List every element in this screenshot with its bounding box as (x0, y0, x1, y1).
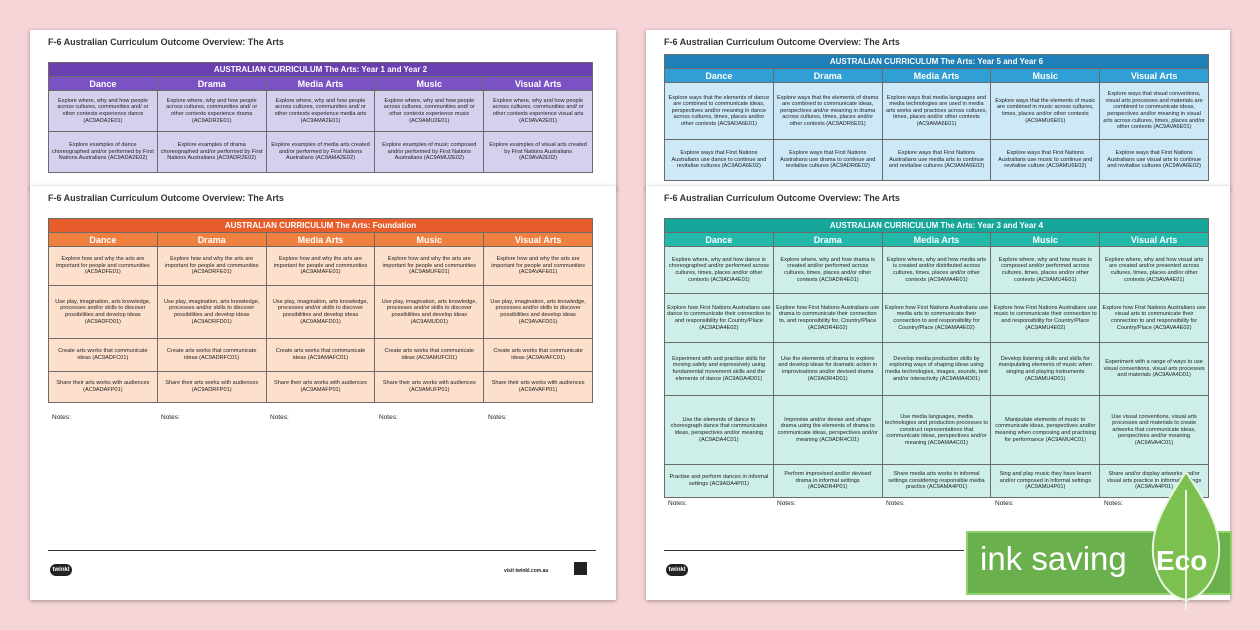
outcome-cell: Explore where, why and how visual arts are created and/or presented across cultures, times, places and/or other contexts (AC9AVA4E01) (1100, 247, 1209, 294)
outcome-cell: Share media arts works in informal settings considering responsible media practice (AC9AMA4P01) (882, 465, 991, 498)
outcome-cell: Share their arts works with audiences (AC9AMAFP01) (266, 372, 375, 403)
table-row (665, 294, 1209, 343)
curriculum-table-year5-6 (664, 54, 1209, 181)
outcome-cell: Experiment with and practise skills for moving safely and expressively using fundamental movement skills and the elements of dance (AC9ADA4D01) (665, 343, 774, 396)
outcome-cell: Explore how and why the arts are important for people and communities (AC9AMAFE01) (266, 247, 375, 286)
outcome-cell: Share their arts works with audiences (AC9ADAFP01) (49, 372, 158, 403)
outcome-cell: Explore how First Nations Australians use dance to communicate their connection to and responsibility for Country/Place (AC9ADA4E02) (665, 294, 774, 343)
outcome-cell: Explore ways that the elements of drama are combined to communicate ideas, perspectives and/or meaning in drama across cultures, times, places and/or other contexts (AC9ADR6E01) (773, 83, 882, 140)
outcome-cell: Use play, imagination, arts knowledge, processes and/or skills to discover possibilities and develop ideas (AC9ADRFD01) (157, 286, 266, 339)
outcome-cell: Explore how and why the arts are important for people and communities (AC9AMUFE01) (375, 247, 484, 286)
column-header: Dance (49, 233, 158, 247)
table-row (49, 132, 593, 173)
table-banner: AUSTRALIAN CURRICULUM The Arts: Year 1 and Year 2 (49, 63, 593, 77)
outcome-cell: Use play, imagination, arts knowledge, processes and/or skills to discover possibilities and develop ideas (AC9ADFD01) (49, 286, 158, 339)
column-header: Dance (49, 77, 158, 91)
notes-label: Notes: (488, 414, 507, 421)
table-row (665, 396, 1209, 465)
outcome-cell: Use media languages, media technologies and production processes to construct representations that communicate ideas, perspectives and/or meaning (AC9AMA4C01) (882, 396, 991, 465)
footer-divider (664, 550, 964, 551)
worksheet-year5-6 (646, 30, 1230, 190)
column-header: Visual Arts (1100, 69, 1209, 83)
column-header: Music (991, 233, 1100, 247)
table-row (49, 339, 593, 372)
column-header: Dance (665, 69, 774, 83)
outcome-cell: Create arts works that communicate ideas (AC9AMAFC01) (266, 339, 375, 372)
outcome-cell: Use the elements of dance to choreograph dance that communicates ideas, perspectives and/or meaning (AC9ADA4C01) (665, 396, 774, 465)
outcome-cell: Use play, imagination, arts knowledge, processes and/or skills to discover possibilities and develop ideas (AC9AMUD01) (375, 286, 484, 339)
outcome-cell: Create arts works that communicate ideas (AC9AVAFC01) (484, 339, 593, 372)
outcome-cell: Explore ways that First Nations Australians use dance to continue and revitalise cultures (AC9ADA6E02) (665, 140, 774, 181)
column-header: Visual Arts (484, 77, 593, 91)
curriculum-table-year3-4 (664, 218, 1209, 498)
outcome-cell: Explore ways that the elements of dance are combined to communicate ideas, perspectives and/or meaning in dance across cultures, times, places and/or other contexts (AC9ADA6E01) (665, 83, 774, 140)
notes-label: Notes: (270, 414, 289, 421)
outcome-cell: Share their arts works with audiences (AC9AVAFP01) (484, 372, 593, 403)
notes-label: Notes: (1104, 500, 1123, 507)
table-row (665, 83, 1209, 140)
column-header: Visual Arts (484, 233, 593, 247)
outcome-cell: Improvise and/or devise and shape drama using the elements of drama to communicate ideas, perspectives and/or meaning (AC9ADR4C01) (773, 396, 882, 465)
table-row (49, 91, 593, 132)
sheet-title: F-6 Australian Curriculum Outcome Overview: The Arts (664, 37, 900, 47)
table-banner: AUSTRALIAN CURRICULUM The Arts: Foundation (49, 219, 593, 233)
outcome-cell: Explore ways that media languages and media technologies are used in media arts works and practices across cultures, times, places and/or other contexts (AC9AMA6E01) (882, 83, 991, 140)
outcome-cell: Explore ways that First Nations Australians use music to continue and revitalise culture (AC9AMU6E02) (991, 140, 1100, 181)
outcome-cell: Create arts works that communicate ideas (AC9ADRFC01) (157, 339, 266, 372)
column-header: Drama (157, 77, 266, 91)
outcome-cell: Explore where, why and how drama is created and/or performed across cultures, times, places and/or other contexts (AC9ADR4E01) (773, 247, 882, 294)
sheet-title: F-6 Australian Curriculum Outcome Overview: The Arts (48, 193, 284, 203)
outcome-cell: Explore how and why the arts are important for people and communities (AC9ADFE01) (49, 247, 158, 286)
outcome-cell: Explore examples of visual arts created by First Nations Australians (AC9AVA2E02) (484, 132, 593, 173)
column-header: Media Arts (266, 77, 375, 91)
outcome-cell: Explore ways that First Nations Australians use media arts to continue and revitalise cultures (AC9AMA6E02) (882, 140, 991, 181)
column-header: Music (375, 233, 484, 247)
outcome-cell: Explore ways that visual conventions, visual arts processes and materials are combined to communicate ideas, perspectives and/or meaning in visual arts across cultures, times, places and/or other contexts (AC9AVA6E01) (1100, 83, 1209, 140)
curriculum-table-year1-2 (48, 62, 593, 173)
notes-row (52, 414, 597, 424)
column-header: Media Arts (266, 233, 375, 247)
column-header: Dance (665, 233, 774, 247)
worksheet-foundation (30, 186, 616, 600)
outcome-cell: Explore how First Nations Australians use drama to communicate their connection to, and responsibility for, Country/Place (AC9ADR4E02) (773, 294, 882, 343)
column-header: Music (991, 69, 1100, 83)
outcome-cell: Develop media production skills by exploring ways of shaping ideas using media technologies, images, sounds, text and/or interactivity (AC9AMA4D01) (882, 343, 991, 396)
notes-row (668, 500, 1213, 510)
notes-label: Notes: (668, 500, 687, 507)
notes-label: Notes: (777, 500, 796, 507)
outcome-cell: Use play, imagination, arts knowledge, processes and/or skills to discover possibilities and develop ideas (AC9AMAFD01) (266, 286, 375, 339)
outcome-cell: Share and/or display artworks and/or visual arts practice in informal settings (AC9AVA4P01) (1100, 465, 1209, 498)
column-header: Visual Arts (1100, 233, 1209, 247)
notes-label: Notes: (886, 500, 905, 507)
footer-divider (48, 550, 596, 551)
outcome-cell: Create arts works that communicate ideas (AC9AMUFC01) (375, 339, 484, 372)
outcome-cell: Use visual conventions, visual arts processes and materials to create artworks that communicate ideas, perspectives and/or meaning (AC9AVA4C01) (1100, 396, 1209, 465)
ink-saving-label: ink saving (980, 540, 1127, 577)
table-row (665, 140, 1209, 181)
sheet-title: F-6 Australian Curriculum Outcome Overview: The Arts (48, 37, 284, 47)
outcome-cell: Explore where, why and how people across cultures, communities and/ or other contexts experience dance (AC9ADA2E01) (49, 91, 158, 132)
outcome-cell: Explore how and why the arts are important for people and communities (AC9AVAFE01) (484, 247, 593, 286)
outcome-cell: Perform improvised and/or devised drama in informal settings (AC9ADR4P01) (773, 465, 882, 498)
notes-label: Notes: (52, 414, 71, 421)
eco-badge-label: Eco (1156, 545, 1208, 576)
outcome-cell: Explore where, why and how music is composed and/or performed across cultures, times, places and/or other contexts (AC9AMU4E01) (991, 247, 1100, 294)
table-row (665, 465, 1209, 498)
outcome-cell: Develop listening skills and skills for manipulating elements of music when singing and playing instruments (AC9AMU4D01) (991, 343, 1100, 396)
notes-label: Notes: (161, 414, 180, 421)
footer-url: visit twinkl.com.au (504, 568, 549, 574)
outcome-cell: Explore examples of dance choreographed and/or performed by First Nations Australians (AC9ADA2E02) (49, 132, 158, 173)
notes-label: Notes: (995, 500, 1014, 507)
outcome-cell: Share their arts works with audiences (AC9AMUFP01) (375, 372, 484, 403)
outcome-cell: Explore ways that the elements of music are combined in music across cultures, times, places and/or other contexts (AC9AMU6E01) (991, 83, 1100, 140)
column-header: Music (375, 77, 484, 91)
column-header: Drama (773, 69, 882, 83)
table-row (665, 343, 1209, 396)
table-row (49, 286, 593, 339)
outcome-cell: Explore ways that First Nations Australians use visual arts to continue and revitalise cultures (AC9AVA6E02) (1100, 140, 1209, 181)
outcome-cell: Create arts works that communicate ideas (AC9ADFC01) (49, 339, 158, 372)
outcome-cell: Use the elements of drama to explore and develop ideas for dramatic action in improvisations and/or devised drama (AC9ADR4D01) (773, 343, 882, 396)
table-banner: AUSTRALIAN CURRICULUM The Arts: Year 3 and Year 4 (665, 219, 1209, 233)
outcome-cell: Share their arts works with audiences (AC9ADRFP01) (157, 372, 266, 403)
outcome-cell: Explore examples of media arts created and/or performed by First Nations Australians (AC9AMA2E02) (266, 132, 375, 173)
outcome-cell: Manipulate elements of music to communicate ideas, perspectives and/or meaning when composing and practising for performance (AC9AMU4C01) (991, 396, 1100, 465)
column-header: Media Arts (882, 69, 991, 83)
outcome-cell: Explore where, why and how dance is choreographed and/or performed across cultures, times, places and/or other contexts (AC9ADA4E01) (665, 247, 774, 294)
outcome-cell: Explore how First Nations Australians use visual arts to communicate their connection to and responsibility for Country/Place (AC9AVA4E02) (1100, 294, 1209, 343)
column-header: Drama (157, 233, 266, 247)
outcome-cell: Explore examples of music composed and/or performed by First Nations Australians (AC9AMU2E02) (375, 132, 484, 173)
outcome-cell: Explore ways that First Nations Australians use drama to continue and revitalise cultures (AC9ADR6E02) (773, 140, 882, 181)
outcome-cell: Practise and perform dances in informal settings (AC9ADA4P01) (665, 465, 774, 498)
column-header: Media Arts (882, 233, 991, 247)
outcome-cell: Explore where, why and how people across cultures, communities and/ or other contexts experience drama (AC9ADR2E01) (157, 91, 266, 132)
twinkl-logo: twinkl (50, 564, 72, 576)
sheet-title: F-6 Australian Curriculum Outcome Overview: The Arts (664, 193, 900, 203)
column-header: Drama (773, 233, 882, 247)
outcome-cell: Explore where, why and how people across cultures, communities and/ or other contexts experience music (AC9AMU2E01) (375, 91, 484, 132)
outcome-cell: Explore examples of drama choreographed and/or performed by First Nations Australians (AC9ADR2E02) (157, 132, 266, 173)
leaf-icon (1146, 470, 1226, 610)
outcome-cell: Explore how First Nations Australians use music to communicate their connection to and responsibility for Country/Place (AC9AMU4E02) (991, 294, 1100, 343)
curriculum-table-foundation (48, 218, 593, 403)
qr-code-icon (574, 562, 587, 575)
outcome-cell: Use play, imagination, arts knowledge, processes and/or skills to discover possibilities and develop ideas (AC9AVAFD01) (484, 286, 593, 339)
outcome-cell: Explore where, why and how people across cultures, communities and/ or other contexts experience visual arts (AC9AVA2E01) (484, 91, 593, 132)
table-row (49, 372, 593, 403)
table-row (49, 247, 593, 286)
table-banner: AUSTRALIAN CURRICULUM The Arts: Year 5 and Year 6 (665, 55, 1209, 69)
outcome-cell: Explore where, why and how media arts is created and/or distributed across cultures, times, places and/or other contexts (AC9AMA4E01) (882, 247, 991, 294)
worksheet-year1-2 (30, 30, 616, 190)
outcome-cell: Experiment with a range of ways to use visual conventions, visual arts processes and materials (AC9AVA4D01) (1100, 343, 1209, 396)
notes-label: Notes: (379, 414, 398, 421)
outcome-cell: Explore where, why and how people across cultures, communities and/ or other contexts experience media arts (AC9AMA2E01) (266, 91, 375, 132)
table-row (665, 247, 1209, 294)
twinkl-logo: twinkl (666, 564, 688, 576)
outcome-cell: Explore how First Nations Australians use media arts to communicate their connection to and responsibility for Country/Place (AC9AMA4E02) (882, 294, 991, 343)
outcome-cell: Explore how and why the arts are important for people and communities (AC9ADRFE01) (157, 247, 266, 286)
outcome-cell: Sing and play music they have learnt and/or composed in informal settings (AC9AMU4P01) (991, 465, 1100, 498)
